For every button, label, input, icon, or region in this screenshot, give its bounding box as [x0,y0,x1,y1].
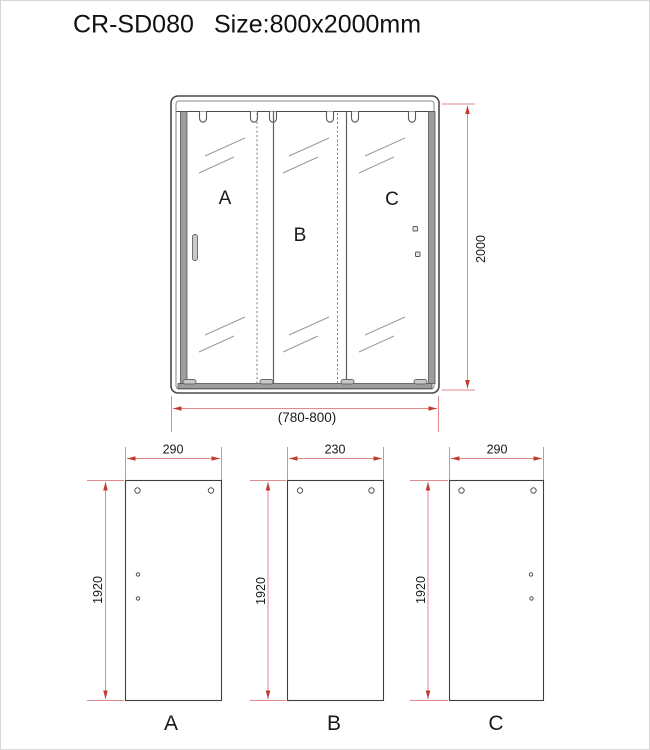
panel-b-hole-2 [369,488,374,493]
panel-b-caption: B [326,712,342,735]
roller-hook-4 [327,112,334,123]
panel-a-view [87,443,222,736]
front-panel-a-label: A [218,188,232,209]
product-model: CR-SD080 [73,10,194,39]
front-panel-c-label: C [385,189,399,210]
product-size: Size:800x2000mm [214,10,422,39]
dim-overall-width [172,396,439,432]
technical-drawing [1,1,650,750]
panel-c-hole-4 [530,597,533,600]
panel-a-hole-3 [136,573,139,576]
dim-width-value: (780-800) [277,410,337,425]
left-frame-bar [181,112,188,384]
panel-c-hole-3 [529,573,532,576]
roller-hook-2 [251,112,258,123]
panel-c-hole-1 [459,488,464,493]
handle-knob-1 [413,227,418,232]
panel-c-height-value: 1920 [414,576,428,604]
roller-foot-4 [414,380,427,385]
panel-c-outline [450,481,544,701]
panel-b-view [250,443,384,736]
panel-b-outline [288,481,384,701]
panel-a-outline [126,481,222,701]
roller-hook-6 [409,112,416,123]
panel-c-caption: C [488,712,504,735]
handle-knob-2 [416,252,421,257]
panel-a-hole-1 [135,488,140,493]
panel-a-hole-2 [208,488,213,493]
roller-hook-5 [352,112,359,123]
panel-c-view [410,443,544,736]
roller-hook-1 [200,112,207,123]
dim-overall-height [442,104,489,390]
panel-c-width-value: 290 [486,442,508,457]
dim-height-value: 2000 [474,235,488,263]
panel-b-width-value: 230 [324,442,346,457]
front-view [171,96,488,432]
panel-a-hole-4 [136,597,139,600]
panel-a-height-value: 1920 [91,576,105,604]
door-handle [193,235,198,261]
panel-b-hole-1 [297,488,302,493]
roller-foot-1 [183,380,196,385]
right-frame-bar [429,112,436,384]
panel-a-caption: A [163,712,179,735]
roller-foot-2 [260,380,273,385]
panel-a-width-value: 290 [162,442,184,457]
front-panel-b-label: B [293,225,307,246]
bottom-rail [178,384,432,389]
roller-foot-3 [341,380,354,385]
panel-c-hole-2 [531,488,536,493]
panel-b-height-value: 1920 [254,577,268,605]
